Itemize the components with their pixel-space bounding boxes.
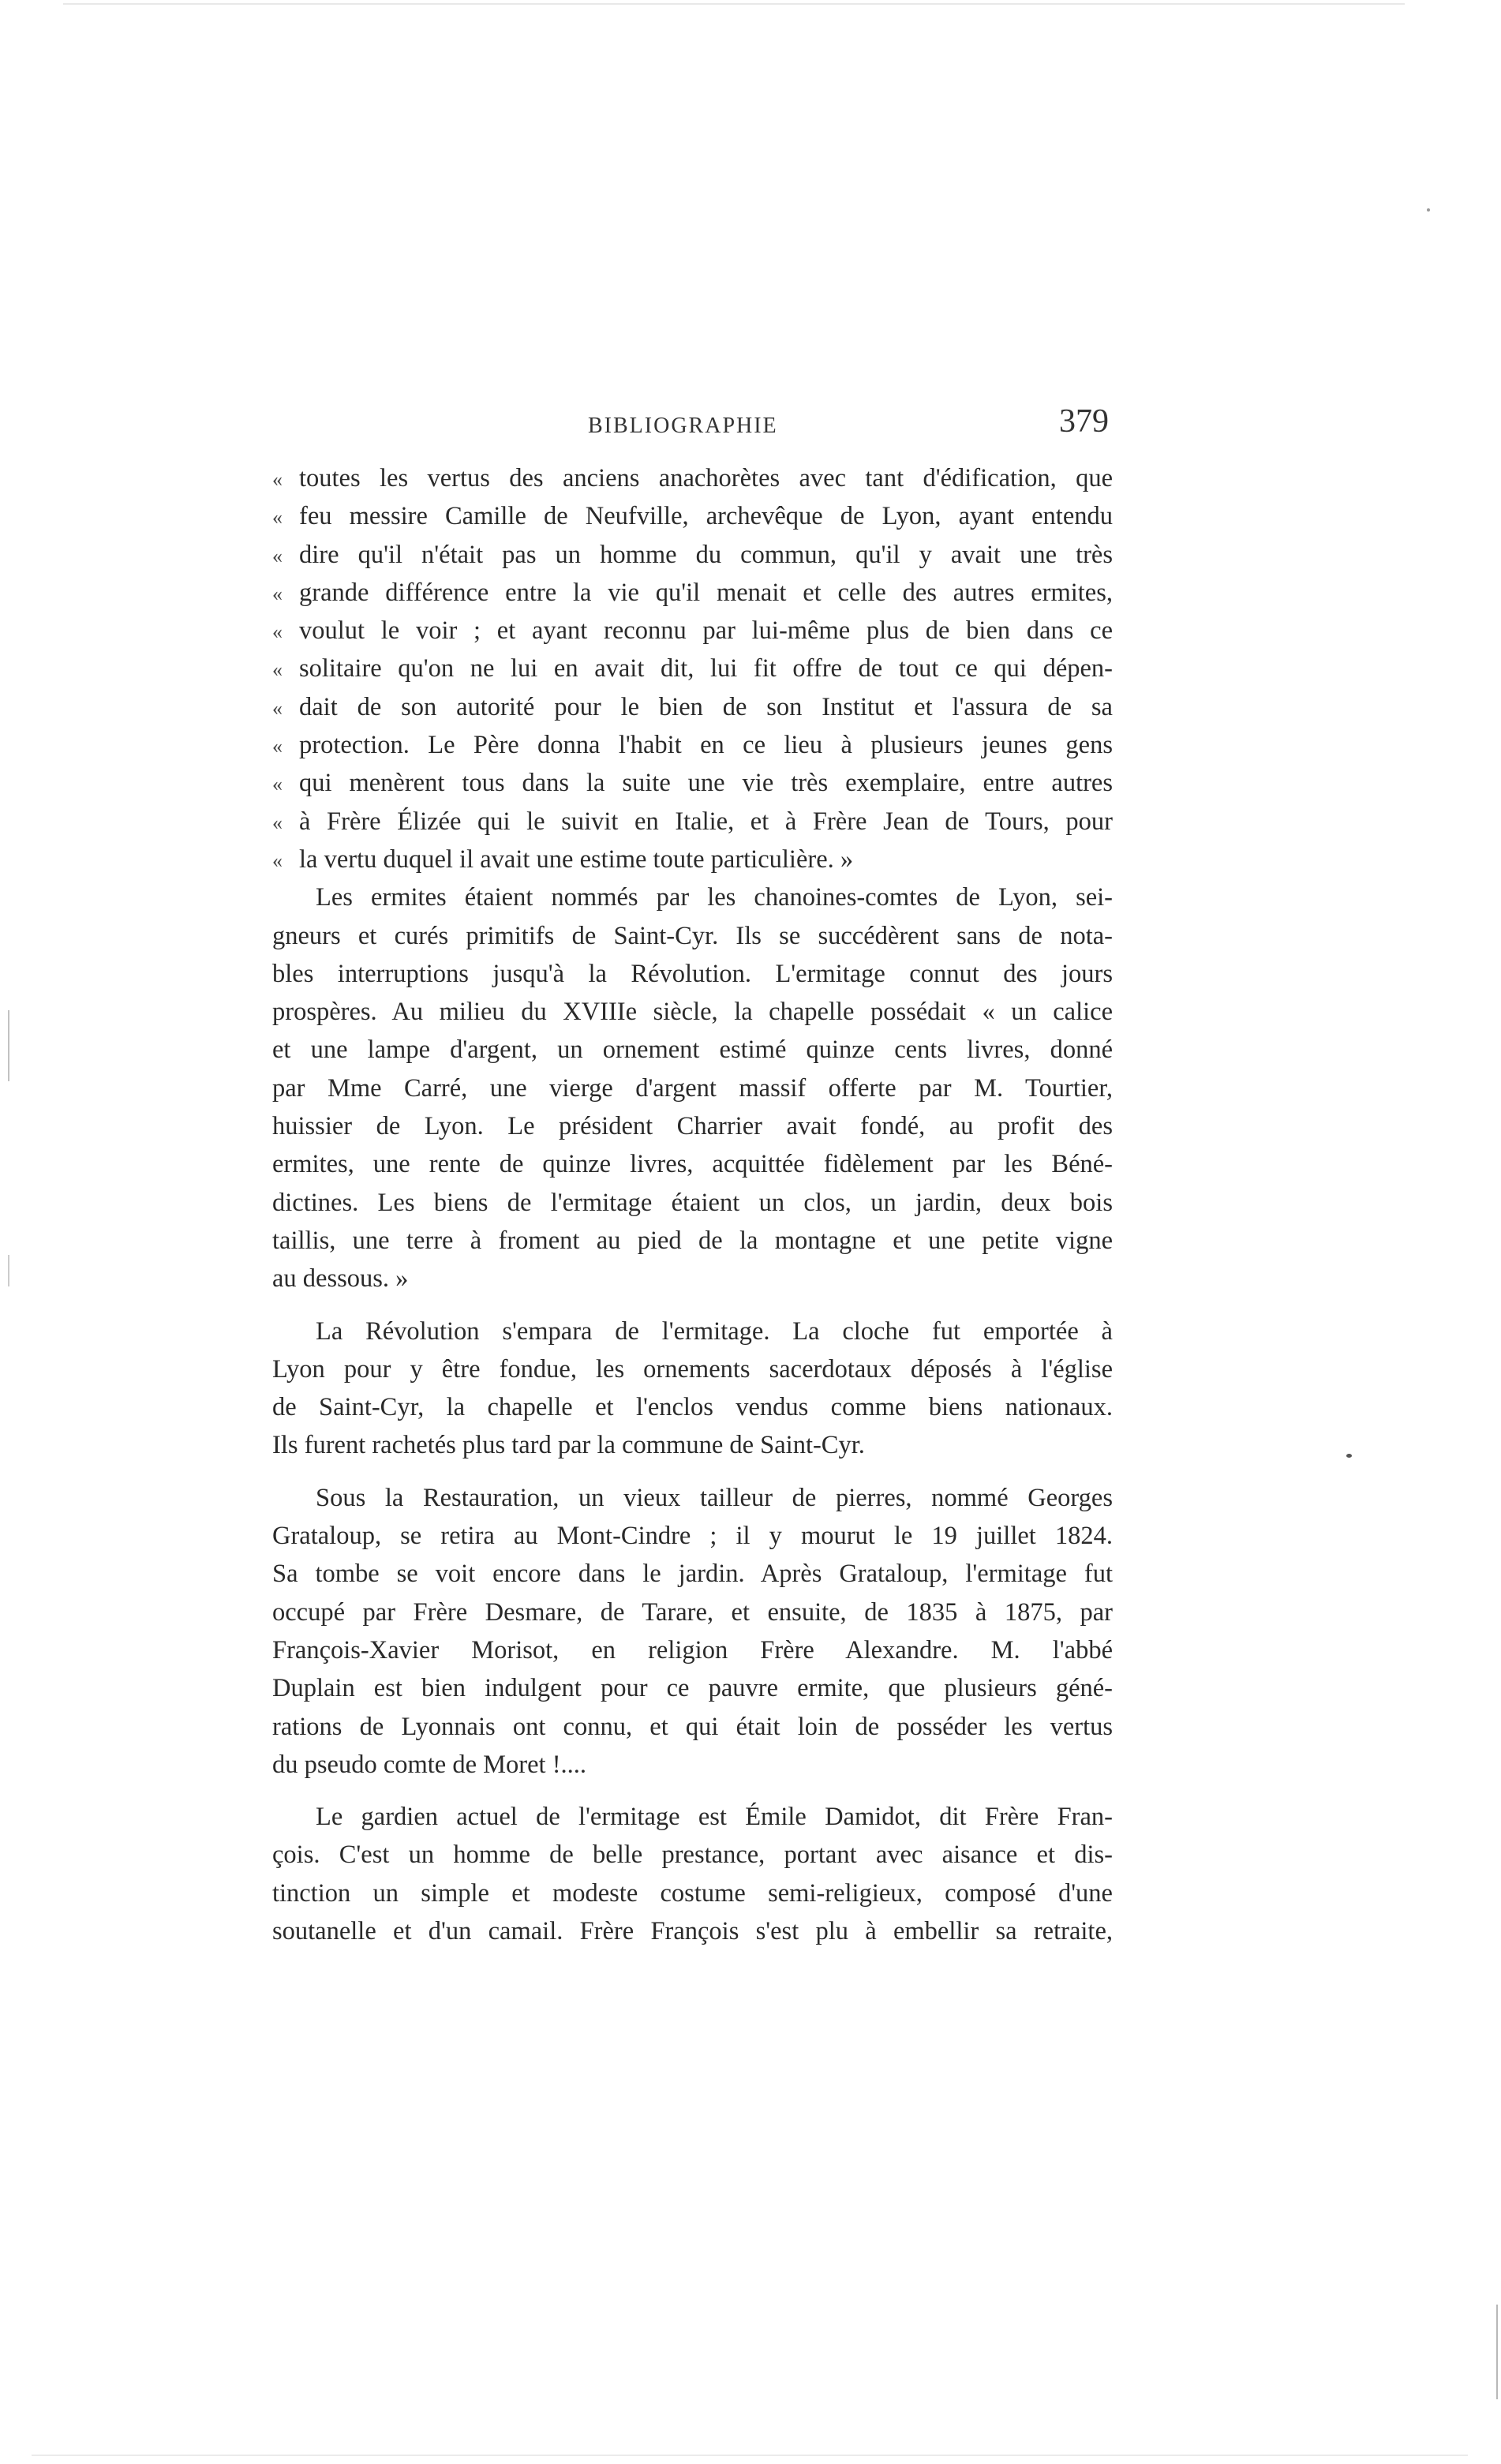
- quote-line-text: dire qu'il n'était pas un homme du commun, qu'il y avait une très: [299, 540, 1113, 569]
- text-line: prospères. Au milieu du XVIIIe siècle, la chapelle possédait « un calice: [272, 998, 1113, 1027]
- quote-mark: «: [272, 735, 283, 758]
- text-line: Ils furent rachetés plus tard par la commune de Saint-Cyr.: [272, 1431, 865, 1460]
- text-line: du pseudo comte de Moret !....: [272, 1750, 587, 1779]
- quote-mark: «: [272, 582, 283, 605]
- scan-speck: [1427, 208, 1430, 212]
- quoted-passage: [272, 459, 1113, 878]
- quote-mark: «: [272, 848, 283, 872]
- quote-mark: «: [272, 506, 283, 530]
- text-line: dictines. Les biens de l'ermitage étaient un clos, un jardin, deux bois: [272, 1188, 1113, 1217]
- quote-mark: «: [272, 468, 283, 491]
- scan-edge-top: [63, 3, 1405, 5]
- scan-margin-mark-right: [1496, 2305, 1498, 2399]
- quote-line-text: toutes les vertus des anciens anachorètes avec tant d'édification, que: [299, 464, 1113, 492]
- quote-line: [272, 726, 1113, 764]
- text-line: ermites, une rente de quinze livres, acquittée fidèlement par les Béné-: [272, 1150, 1113, 1179]
- text-line: au dessous. »: [272, 1264, 409, 1294]
- quote-line-text: qui menèrent tous dans la suite une vie très exemplaire, entre autres: [299, 769, 1113, 798]
- text-line: La Révolution s'empara de l'ermitage. La cloche fut emportée à: [316, 1316, 1113, 1346]
- text-line: Sa tombe se voit encore dans le jardin. Après Grataloup, l'ermitage fut: [272, 1560, 1113, 1589]
- text-line: et une lampe d'argent, un ornement estimé quinze cents livres, donné: [272, 1035, 1113, 1065]
- text-body: [272, 459, 1113, 1950]
- text-line: François-Xavier Morisot, en religion Frère Alexandre. M. l'abbé: [272, 1635, 1113, 1665]
- quote-mark: «: [272, 620, 283, 644]
- quote-line: [272, 803, 1113, 841]
- text-line: huissier de Lyon. Le président Charrier avait fondé, au profit des: [272, 1112, 1113, 1141]
- quote-line: [272, 764, 1113, 802]
- text-line: çois. C'est un homme de belle prestance, portant avec aisance et dis-: [272, 1841, 1113, 1870]
- quote-line-text: feu messire Camille de Neufville, archevêque de Lyon, ayant entendu: [299, 502, 1113, 531]
- page-number: 379: [1059, 403, 1109, 440]
- text-line: tinction un simple et modeste costume semi-religieux, composé d'une: [272, 1878, 1113, 1908]
- quote-line: [272, 612, 1113, 650]
- text-line: soutanelle et d'un camail. Frère François s'est plu à embellir sa retraite,: [272, 1916, 1113, 1945]
- quote-line-text: voulut le voir ; et ayant reconnu par lui-même plus de bien dans ce: [299, 616, 1113, 646]
- scan-margin-mark-left-2: [8, 1255, 9, 1286]
- paragraph-gap: [272, 1465, 1113, 1479]
- text-line: Sous la Restauration, un vieux tailleur de pierres, nommé Georges: [316, 1483, 1113, 1512]
- paragraph-revolution: [272, 1313, 1113, 1465]
- quote-line-text: la vertu duquel il avait une estime toute particulière. »: [299, 844, 854, 874]
- quote-line: [272, 688, 1113, 726]
- text-line: Le gardien actuel de l'ermitage est Émile Damidot, dit Frère Fran-: [316, 1803, 1113, 1832]
- text-line: de Saint-Cyr, la chapelle et l'enclos vendus comme biens nationaux.: [272, 1393, 1113, 1422]
- text-line: Les ermites étaient nommés par les chanoines-comtes de Lyon, sei-: [316, 883, 1113, 912]
- quote-mark: «: [272, 696, 283, 720]
- scan-edge-bottom: [32, 2455, 1468, 2456]
- quote-line: [272, 459, 1113, 497]
- running-head: [272, 403, 1109, 450]
- quote-mark: «: [272, 658, 283, 682]
- paragraph-ermites: [272, 878, 1113, 1298]
- quote-mark: «: [272, 811, 283, 834]
- quote-line-text: dait de son autorité pour le bien de son Institut et l'assura de sa: [299, 692, 1113, 721]
- paragraph-gardien: [272, 1798, 1113, 1950]
- text-line: par Mme Carré, une vierge d'argent massif offerte par M. Tourtier,: [272, 1073, 1113, 1103]
- text-line: rations de Lyonnais ont connu, et qui était loin de posséder les vertus: [272, 1712, 1113, 1741]
- quote-line-text: grande différence entre la vie qu'il menait et celle des autres ermites,: [299, 578, 1113, 607]
- text-line: bles interruptions jusqu'à la Révolution. L'ermitage connut des jours: [272, 959, 1113, 988]
- quote-line-text: à Frère Élizée qui le suivit en Italie, et à Frère Jean de Tours, pour: [299, 807, 1113, 836]
- paragraph-gap: [272, 1784, 1113, 1798]
- quote-line: [272, 536, 1113, 574]
- quote-line: [272, 574, 1113, 612]
- paragraph-gap: [272, 1298, 1113, 1313]
- text-line: Grataloup, se retira au Mont-Cindre ; il y mourut le 19 juillet 1824.: [272, 1522, 1113, 1551]
- scan-speck: [1346, 1454, 1352, 1458]
- running-title: BIBLIOGRAPHIE: [588, 414, 778, 438]
- text-line: occupé par Frère Desmare, de Tarare, et ensuite, de 1835 à 1875, par: [272, 1597, 1113, 1627]
- text-line: Duplain est bien indulgent pour ce pauvre ermite, que plusieurs géné-: [272, 1674, 1113, 1703]
- paragraph-restauration: [272, 1479, 1113, 1784]
- quote-line: [272, 841, 1113, 878]
- quote-mark: «: [272, 544, 283, 567]
- quote-line: [272, 650, 1113, 687]
- text-line: gneurs et curés primitifs de Saint-Cyr. Ils se succédèrent sans de nota-: [272, 921, 1113, 950]
- quote-line: [272, 497, 1113, 535]
- quote-line-text: protection. Le Père donna l'habit en ce lieu à plusieurs jeunes gens: [299, 731, 1113, 760]
- quote-line-text: solitaire qu'on ne lui en avait dit, lui fit offre de tout ce qui dépen-: [299, 654, 1113, 683]
- quote-mark: «: [272, 773, 283, 796]
- text-line: taillis, une terre à froment au pied de la montagne et une petite vigne: [272, 1226, 1113, 1255]
- scan-margin-mark-left: [8, 1010, 9, 1081]
- text-line: Lyon pour y être fondue, les ornements sacerdotaux déposés à l'église: [272, 1354, 1113, 1384]
